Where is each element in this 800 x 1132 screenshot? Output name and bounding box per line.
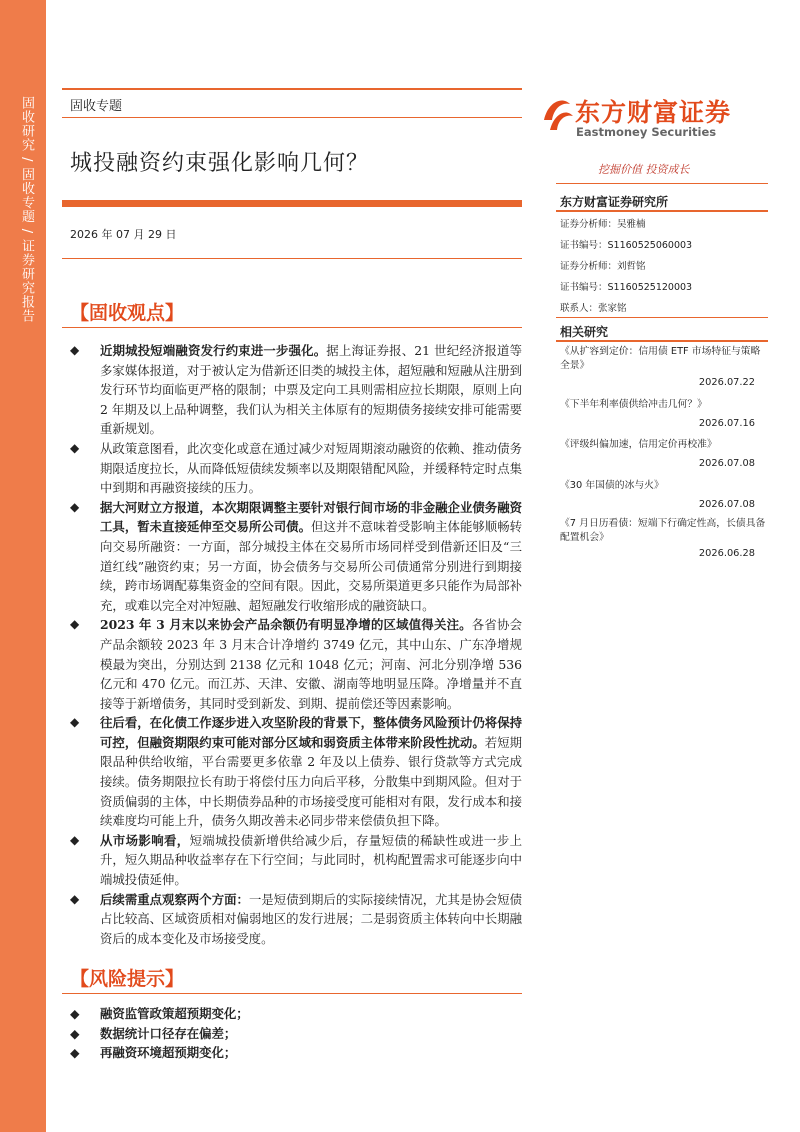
diamond-bullet-icon: ◆ [70,343,80,357]
viewpoint-text: 据上海证券报、21 世纪经济报道等多家媒体报道，对于被认定为借新还旧类的城投主体，超短融和短融从注册到发行环节均面临更严格的限制；中票及定向工具则需相应拉长期限，原则上向 2 年期及以上品种调整，我们认为相关主体原有的短期债务接续安排可能需要重新规划。 [100,343,522,437]
top-rule [62,88,522,90]
viewpoint-item [70,831,522,890]
contact: 联系人：张家铭 [560,303,627,314]
viewpoint-item [70,341,522,439]
diamond-bullet-icon: ◆ [70,1025,80,1041]
risk-item [70,1043,522,1063]
brand-name-cn: 东方财富证券 [575,98,732,127]
title-bar [62,200,522,207]
viewpoint-item [70,713,522,831]
risk-text: 再融资环境超预期变化； [100,1045,237,1061]
viewpoint-text: 若短期限品种供给收缩，平台需要更多依靠 2 年及以上债券、银行贷款等方式完成接续。债务期限拉长有助于将偿付压力向后平移，分散集中到期风险。但对于资质偏弱的主体，中长期债券品种的市场接受度可能相对有限，发行成本和接续难度均可能上升，债务久期改善未必同步带来偿债负担下降。 [100,734,523,829]
related-report-link[interactable]: 《下半年利率债供给冲击几何？》 [560,399,707,410]
related-heading: 相关研究 [560,325,609,339]
viewpoint-text: 各省协会产品余额较 2023 年 3 月末合计净增约 3749 亿元，其中山东、广东净增规模最为突出，分别达到 2138 亿元和 1048 亿元；河南、河北分别净增 536 亿元和 470 亿元。而江苏、天津、安徽、湖南等地明显压降。净增量并不直接等于新增债务，其同时受到新发、到期、提前偿还等因素影响。 [100,617,522,711]
related-report-link[interactable]: 《评级纠偏加速，信用定价再校准》 [560,439,717,450]
page-title: 城投融资约束强化影响几何？ [70,151,370,176]
viewpoint-item [70,615,522,713]
viewpoint-lead: 近期城投短端融资发行约束进一步强化。 [100,343,327,358]
diamond-bullet-icon: ◆ [70,891,80,906]
viewpoint-item [70,439,522,498]
diamond-bullet-icon: ◆ [70,1006,80,1021]
risk-text: 融资监管政策超预期变化； [100,1006,249,1021]
viewpoint-heading: 【固收观点】 [70,302,185,324]
brand-slogan: 挖掘价值 投资成长 [598,163,690,176]
risk-text: 数据统计口径存在偏差； [100,1025,237,1041]
institute-name: 东方财富证券研究所 [560,195,669,209]
risk-item [70,1024,522,1044]
cert-2: 证书编号：S1160525120003 [560,282,693,293]
related-report-date: 2026.07.22 [698,377,755,388]
related-report-link[interactable]: 《30 年国债的冰与火》 [560,480,664,491]
cert-1: 证书编号：S1160525060003 [560,240,693,251]
date-rule [62,258,522,259]
viewpoint-text: 但这并不意味着受影响主体能够顺畅转向交易所融资：一方面，部分城投主体在交易所市场同样受到借新还旧及“三道红线”融资约束；另一方面，协会债务与交易所公司债通常分别进行到期接续，跨市场调配募集资金的空间有限。因此，交易所渠道更多只能作为局部补充，或难以完全对冲短融、超短融发行收缩形成的融资缺口。 [100,519,523,613]
related-report-date: 2026.06.28 [698,548,755,559]
risk-heading: 【风险提示】 [70,968,185,990]
viewpoint-text: 一是短债到期后的实际接续情况，尤其是协会短债占比较高、区域资质相对偏弱地区的发行进展；二是弱资质主体转向中长期融资后的成本变化及市场接受度。 [100,891,523,946]
report-category: 固收专题 [70,99,123,114]
related-report-date: 2026.07.08 [698,458,755,469]
viewpoint-lead: 往后看，在化债工作逐步进入攻坚阶段的背景下，整体债务风险预计仍将保持可控，但融资期限约束可能对部分区域和弱资质主体带来阶段性扰动。 [100,715,522,750]
diamond-bullet-icon: ◆ [70,1045,80,1061]
firm-top-rule [556,183,768,184]
viewpoint-list [70,341,522,948]
viewpoint-text: 从政策意图看，此次变化或意在通过减少对短周期滚动融资的依赖、推动债务期限适度拉长，从而降低短债续发频率以及期限错配风险，并缓释特定时点集中到期和再融资接续的压力。 [100,440,522,496]
sidebar [0,0,46,1132]
diamond-bullet-icon: ◆ [70,617,80,632]
related-report-date: 2026.07.16 [698,418,755,429]
analyst-2: 证券分析师：刘哲铭 [560,261,646,272]
category-rule [62,117,522,118]
viewpoint-lead: 2023 年 3 月末以来协会产品余额仍有明显净增的区域值得关注。 [100,617,472,633]
related-top-rule [556,317,768,318]
viewpoint-item [70,890,522,949]
report-date: 2026 年 07 月 29 日 [70,228,177,241]
risk-rule [62,993,522,994]
diamond-bullet-icon: ◆ [70,832,80,847]
viewpoint-rule [62,327,522,328]
sidebar-label: 固收研究 / 固收专题 / 证券研究报告 [19,96,34,324]
diamond-bullet-icon: ◆ [70,715,80,730]
diamond-bullet-icon: ◆ [70,440,80,455]
brand-name-en: Eastmoney Securities [576,125,717,139]
related-report-date: 2026.07.08 [698,499,755,510]
diamond-bullet-icon: ◆ [70,499,80,514]
viewpoint-lead: 后续需重点观察两个方面： [100,891,249,907]
viewpoint-item [70,498,522,616]
related-report-link[interactable]: 《7 月日历看债：短端下行确定性高，长债具备配置机会》 [560,518,766,543]
firm-rule [556,210,768,212]
risk-list [70,1004,522,1063]
related-rule [556,340,768,342]
related-report-link[interactable]: 《从扩容到定价：信用债 ETF 市场特征与策略全景》 [560,346,761,371]
risk-item [70,1004,522,1024]
viewpoint-text: 短端城投债新增供给减少后，存量短债的稀缺性或进一步上升，短久期品种收益率存在下行空间；与此同时，机构配置需求可能逐步向中端城投债延伸。 [100,832,523,888]
analyst-1: 证券分析师：吴雅楠 [560,219,646,230]
viewpoint-lead: 据大河财立方报道，本次期限调整主要针对银行间市场的非金融企业债务融资工具，暂未直接延伸至交易所公司债。 [100,499,522,535]
viewpoint-lead: 从市场影响看， [100,832,190,848]
